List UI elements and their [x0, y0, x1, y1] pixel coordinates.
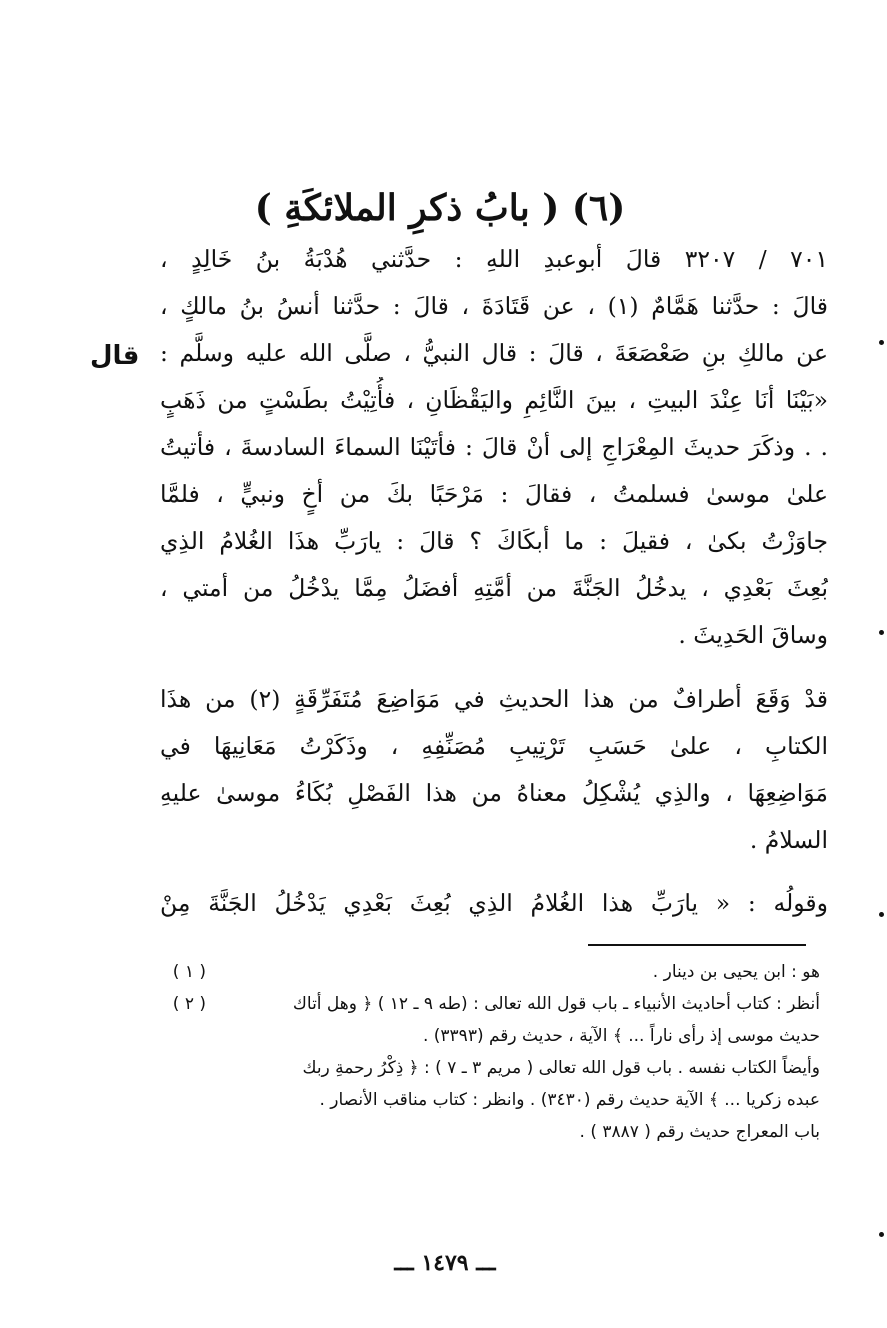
footnotes: [160, 956, 820, 1148]
quote-paragraph: [160, 880, 828, 927]
footnote-line: هو : ابن يحيى بن دينار .: [652, 962, 820, 982]
footnote-number: ( ١ ): [172, 962, 206, 982]
scan-edge-mark: [879, 912, 884, 917]
hadith-line: قالَ : حدَّثنا هَمَّامٌ (١) ، عن قَتَادَةَ ، قالَ : حدَّثنا أنسُ بنُ مالكٍ ،: [160, 292, 828, 320]
commentary-line: قدْ وَقَعَ أطرافٌ من هذا الحديثِ في مَوَاضِعَ مُتَفَرِّقَةٍ (٢) من هذَا: [160, 685, 828, 713]
commentary-line: مَوَاضِعِهَا ، والذِي يُشْكِلُ معناهُ من هذا الفَصْلِ بُكَاءُ موسىٰ عليهِ: [160, 779, 828, 807]
footnote-2: [160, 988, 820, 1148]
footnote-line: عبده زكريا ... ﴾ الآية حديث رقم (٣٤٣٠) . وانظر : كتاب مناقب الأنصار .: [319, 1090, 820, 1110]
hadith-text: [160, 236, 828, 659]
commentary-line: السلامُ .: [749, 826, 828, 854]
footnote-body: [206, 956, 820, 988]
hadith-line: بُعِثَ بَعْدِي ، يدخُلُ الجَنَّةَ من أمَّتِهِ أفضَلُ مِمَّا يدْخُلُ من أمتي ،: [160, 574, 828, 602]
hadith-line: ٧٠١ / ٣٢٠٧ قالَ أبوعبدِ اللهِ : حدَّثني هُدْبَةُ بنُ خَالِدٍ ،: [160, 245, 828, 273]
chapter-title: (٦) ( بابُ ذكرِ الملائكَةِ ): [254, 187, 626, 229]
scan-edge-mark: [879, 340, 884, 345]
footnote-line: أنظر : كتاب أحاديث الأنبياء ـ باب قول الله تعالى : (طه ٩ ـ ١٢ ) ﴿ وهل أتاك: [292, 994, 820, 1014]
footnote-1: [160, 956, 820, 988]
quote-line: وقولُه : « يارَبِّ هذا الغُلامُ الذِي بُعِثَ بَعْدِي يَدْخُلُ الجَنَّةَ مِنْ: [160, 889, 828, 917]
footnote-number: ( ٢ ): [172, 994, 206, 1014]
hadith-line: علىٰ موسىٰ فسلمتُ ، فقالَ : مَرْحَبًا بكَ من أخٍ ونبيٍّ ، فلمَّا: [160, 480, 828, 508]
margin-note: قال: [90, 341, 140, 371]
page-number: ـــ ١٤٧٩ ـــ: [394, 1250, 496, 1276]
footnote-separator: [588, 944, 806, 946]
scan-edge-mark: [879, 1232, 884, 1237]
hadith-line: وساقَ الحَدِيثَ .: [678, 621, 828, 649]
footnote-line: وأيضاً الكتاب نفسه . باب قول الله تعالى ( مريم ٣ ـ ٧ ) : ﴿ ذِكْرُ رحمةِ ربك: [302, 1058, 820, 1078]
hadith-line: جاوَزْتُ بكىٰ ، فقيلَ : ما أبكَاكَ ؟ قالَ : يارَبِّ هذَا الغُلامُ الذِي: [160, 527, 828, 555]
commentary-paragraph: [160, 676, 828, 864]
scan-edge-mark: [879, 630, 884, 635]
hadith-line: . . وذكَرَ حديثَ المِعْرَاجِ إلى أنْ قالَ : فأتَيْنَا السماءَ السادسةَ ، فأتيتُ: [160, 433, 828, 461]
footnote-line: حديث موسى إذ رأى ناراً ... ﴾ الآية ، حديث رقم (٣٣٩٣) .: [422, 1026, 820, 1046]
footnote-line: باب المعراج حديث رقم ( ٣٨٨٧ ) .: [579, 1122, 820, 1142]
hadith-line: «بَيْنَا أنَا عِنْدَ البيتِ ، بينَ النَّائِمِ واليَقْظَانِ ، فأُتِيْتُ بطَسْتٍ من ذَهَبٍ: [160, 386, 828, 414]
footnote-body: [206, 988, 820, 1148]
hadith-line: عن مالكِ بنِ صَعْصَعَةَ ، قالَ : قال النبيُّ ، صلَّى الله عليه وسلَّم :: [160, 339, 828, 367]
commentary-line: الكتابِ ، علىٰ حَسَبِ تَرْتِيبِ مُصَنِّفِهِ ، وذَكَرْتُ مَعَانِيهَا في: [160, 732, 828, 760]
